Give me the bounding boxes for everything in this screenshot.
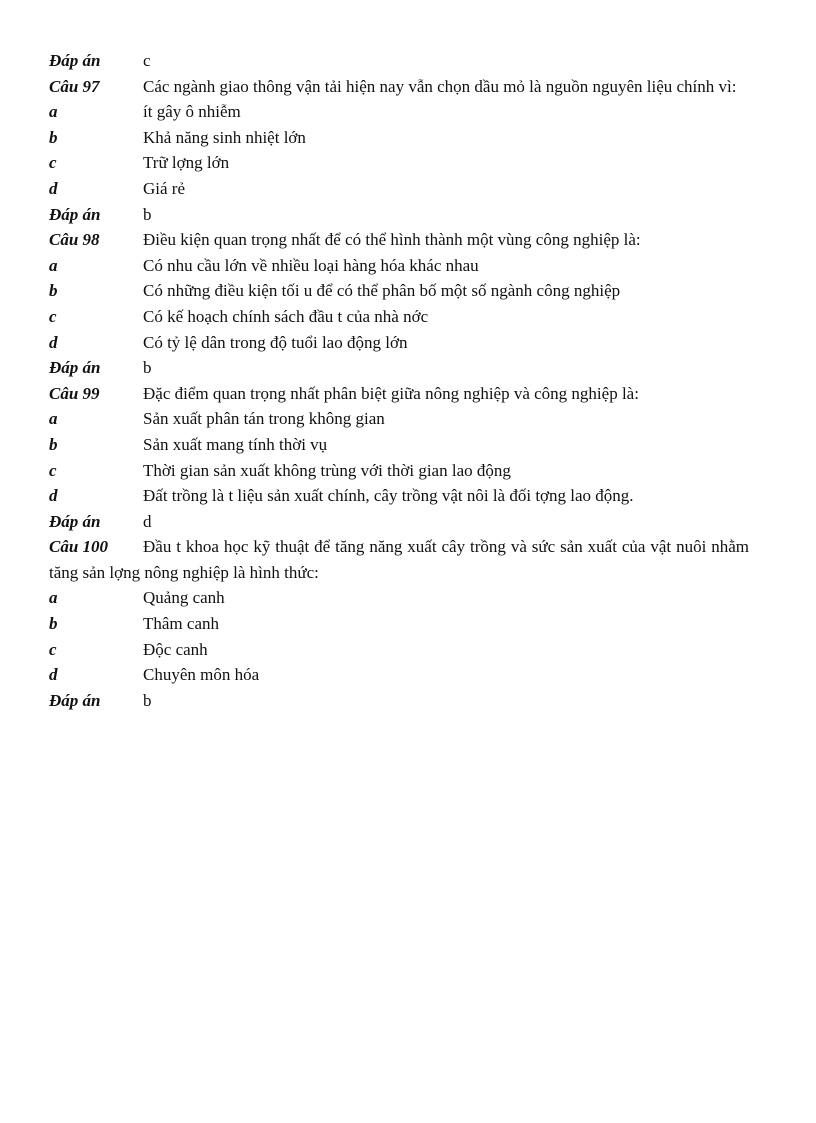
option-line bbox=[49, 278, 749, 304]
answer-value: b bbox=[143, 204, 152, 224]
answer-label: Đáp án bbox=[49, 204, 101, 224]
option-text: Có những điều kiện tối u để có thể phân bố một số ngành công nghiệp bbox=[143, 281, 621, 301]
option-letter: a bbox=[49, 409, 58, 429]
option-line bbox=[49, 253, 749, 279]
option-letter: a bbox=[49, 255, 58, 275]
question-98 bbox=[49, 227, 749, 253]
option-line bbox=[49, 99, 749, 125]
option-text: ít gây ô nhiễm bbox=[143, 102, 241, 122]
question-label: Câu 97 bbox=[49, 76, 100, 96]
option-line bbox=[49, 483, 749, 509]
option-text: Thâm canh bbox=[143, 614, 219, 634]
answer-value: b bbox=[143, 358, 152, 378]
option-text: Chuyên môn hóa bbox=[143, 665, 260, 685]
option-text: Đất trồng là t liệu sản xuất chính, cây trồng vật nôi là đối tợng lao động. bbox=[143, 486, 634, 506]
document-page bbox=[49, 48, 749, 713]
answer-value: d bbox=[143, 511, 152, 531]
option-text: Khả năng sinh nhiệt lớn bbox=[143, 127, 306, 147]
option-line bbox=[49, 150, 749, 176]
option-line bbox=[49, 458, 749, 484]
question-97 bbox=[49, 74, 749, 100]
option-line bbox=[49, 432, 749, 458]
option-line bbox=[49, 125, 749, 151]
option-letter: b bbox=[49, 614, 58, 634]
question-label: Câu 99 bbox=[49, 383, 100, 403]
answer-line bbox=[49, 202, 749, 228]
option-text: Có kế hoạch chính sách đầu t của nhà nớc bbox=[143, 306, 429, 326]
answer-value: c bbox=[143, 51, 151, 70]
answer-label: Đáp án bbox=[49, 511, 101, 531]
option-line bbox=[49, 330, 749, 356]
option-letter: d bbox=[49, 178, 58, 198]
question-text: Đầu t khoa học kỹ thuật để tăng năng xuất cây trồng và sức sản xuất của vật nuôi nhằm tăng sản lợng nông nghiệp là hình thức: bbox=[49, 537, 749, 582]
option-letter: c bbox=[49, 306, 57, 326]
option-line bbox=[49, 637, 749, 663]
question-text: Đặc điểm quan trọng nhất phân biệt giữa nông nghiệp và công nghiệp là: bbox=[143, 383, 639, 403]
option-line bbox=[49, 611, 749, 637]
answer-line bbox=[49, 48, 749, 74]
option-text: Sản xuất phân tán trong không gian bbox=[143, 409, 385, 429]
option-text: Sản xuất mang tính thời vụ bbox=[143, 434, 328, 454]
option-letter: a bbox=[49, 588, 58, 608]
option-letter: d bbox=[49, 665, 58, 685]
option-text: Có nhu cầu lớn về nhiều loại hàng hóa khác nhau bbox=[143, 255, 479, 275]
option-letter: b bbox=[49, 434, 58, 454]
option-letter: c bbox=[49, 460, 57, 480]
answer-label: Đáp án bbox=[49, 51, 101, 70]
option-letter: d bbox=[49, 486, 58, 506]
answer-label: Đáp án bbox=[49, 690, 101, 710]
option-line bbox=[49, 662, 749, 688]
option-letter: c bbox=[49, 639, 57, 659]
option-text: Thời gian sản xuất không trùng với thời gian lao động bbox=[143, 460, 511, 480]
option-letter: c bbox=[49, 153, 57, 173]
option-letter: b bbox=[49, 127, 58, 147]
option-line bbox=[49, 406, 749, 432]
option-line bbox=[49, 176, 749, 202]
answer-line bbox=[49, 688, 749, 714]
question-99 bbox=[49, 381, 749, 407]
option-text: Trữ lợng lớn bbox=[143, 153, 230, 173]
option-letter: a bbox=[49, 102, 58, 122]
question-text: Các ngành giao thông vận tải hiện nay vẫn chọn dầu mỏ là nguồn nguyên liệu chính vì: bbox=[143, 76, 737, 96]
option-text: Có tỷ lệ dân trong độ tuổi lao động lớn bbox=[143, 332, 408, 352]
question-100 bbox=[49, 534, 749, 585]
option-line bbox=[49, 585, 749, 611]
option-text: Quảng canh bbox=[143, 588, 225, 608]
answer-value: b bbox=[143, 690, 152, 710]
answer-label: Đáp án bbox=[49, 358, 101, 378]
answer-line bbox=[49, 509, 749, 535]
option-text: Độc canh bbox=[143, 639, 208, 659]
question-label: Câu 98 bbox=[49, 230, 100, 250]
option-line bbox=[49, 304, 749, 330]
option-letter: b bbox=[49, 281, 58, 301]
question-label: Câu 100 bbox=[49, 537, 109, 557]
option-text: Giá rẻ bbox=[143, 178, 186, 198]
option-letter: d bbox=[49, 332, 58, 352]
answer-line bbox=[49, 355, 749, 381]
question-text: Điều kiện quan trọng nhất để có thể hình thành một vùng công nghiệp là: bbox=[143, 230, 641, 250]
